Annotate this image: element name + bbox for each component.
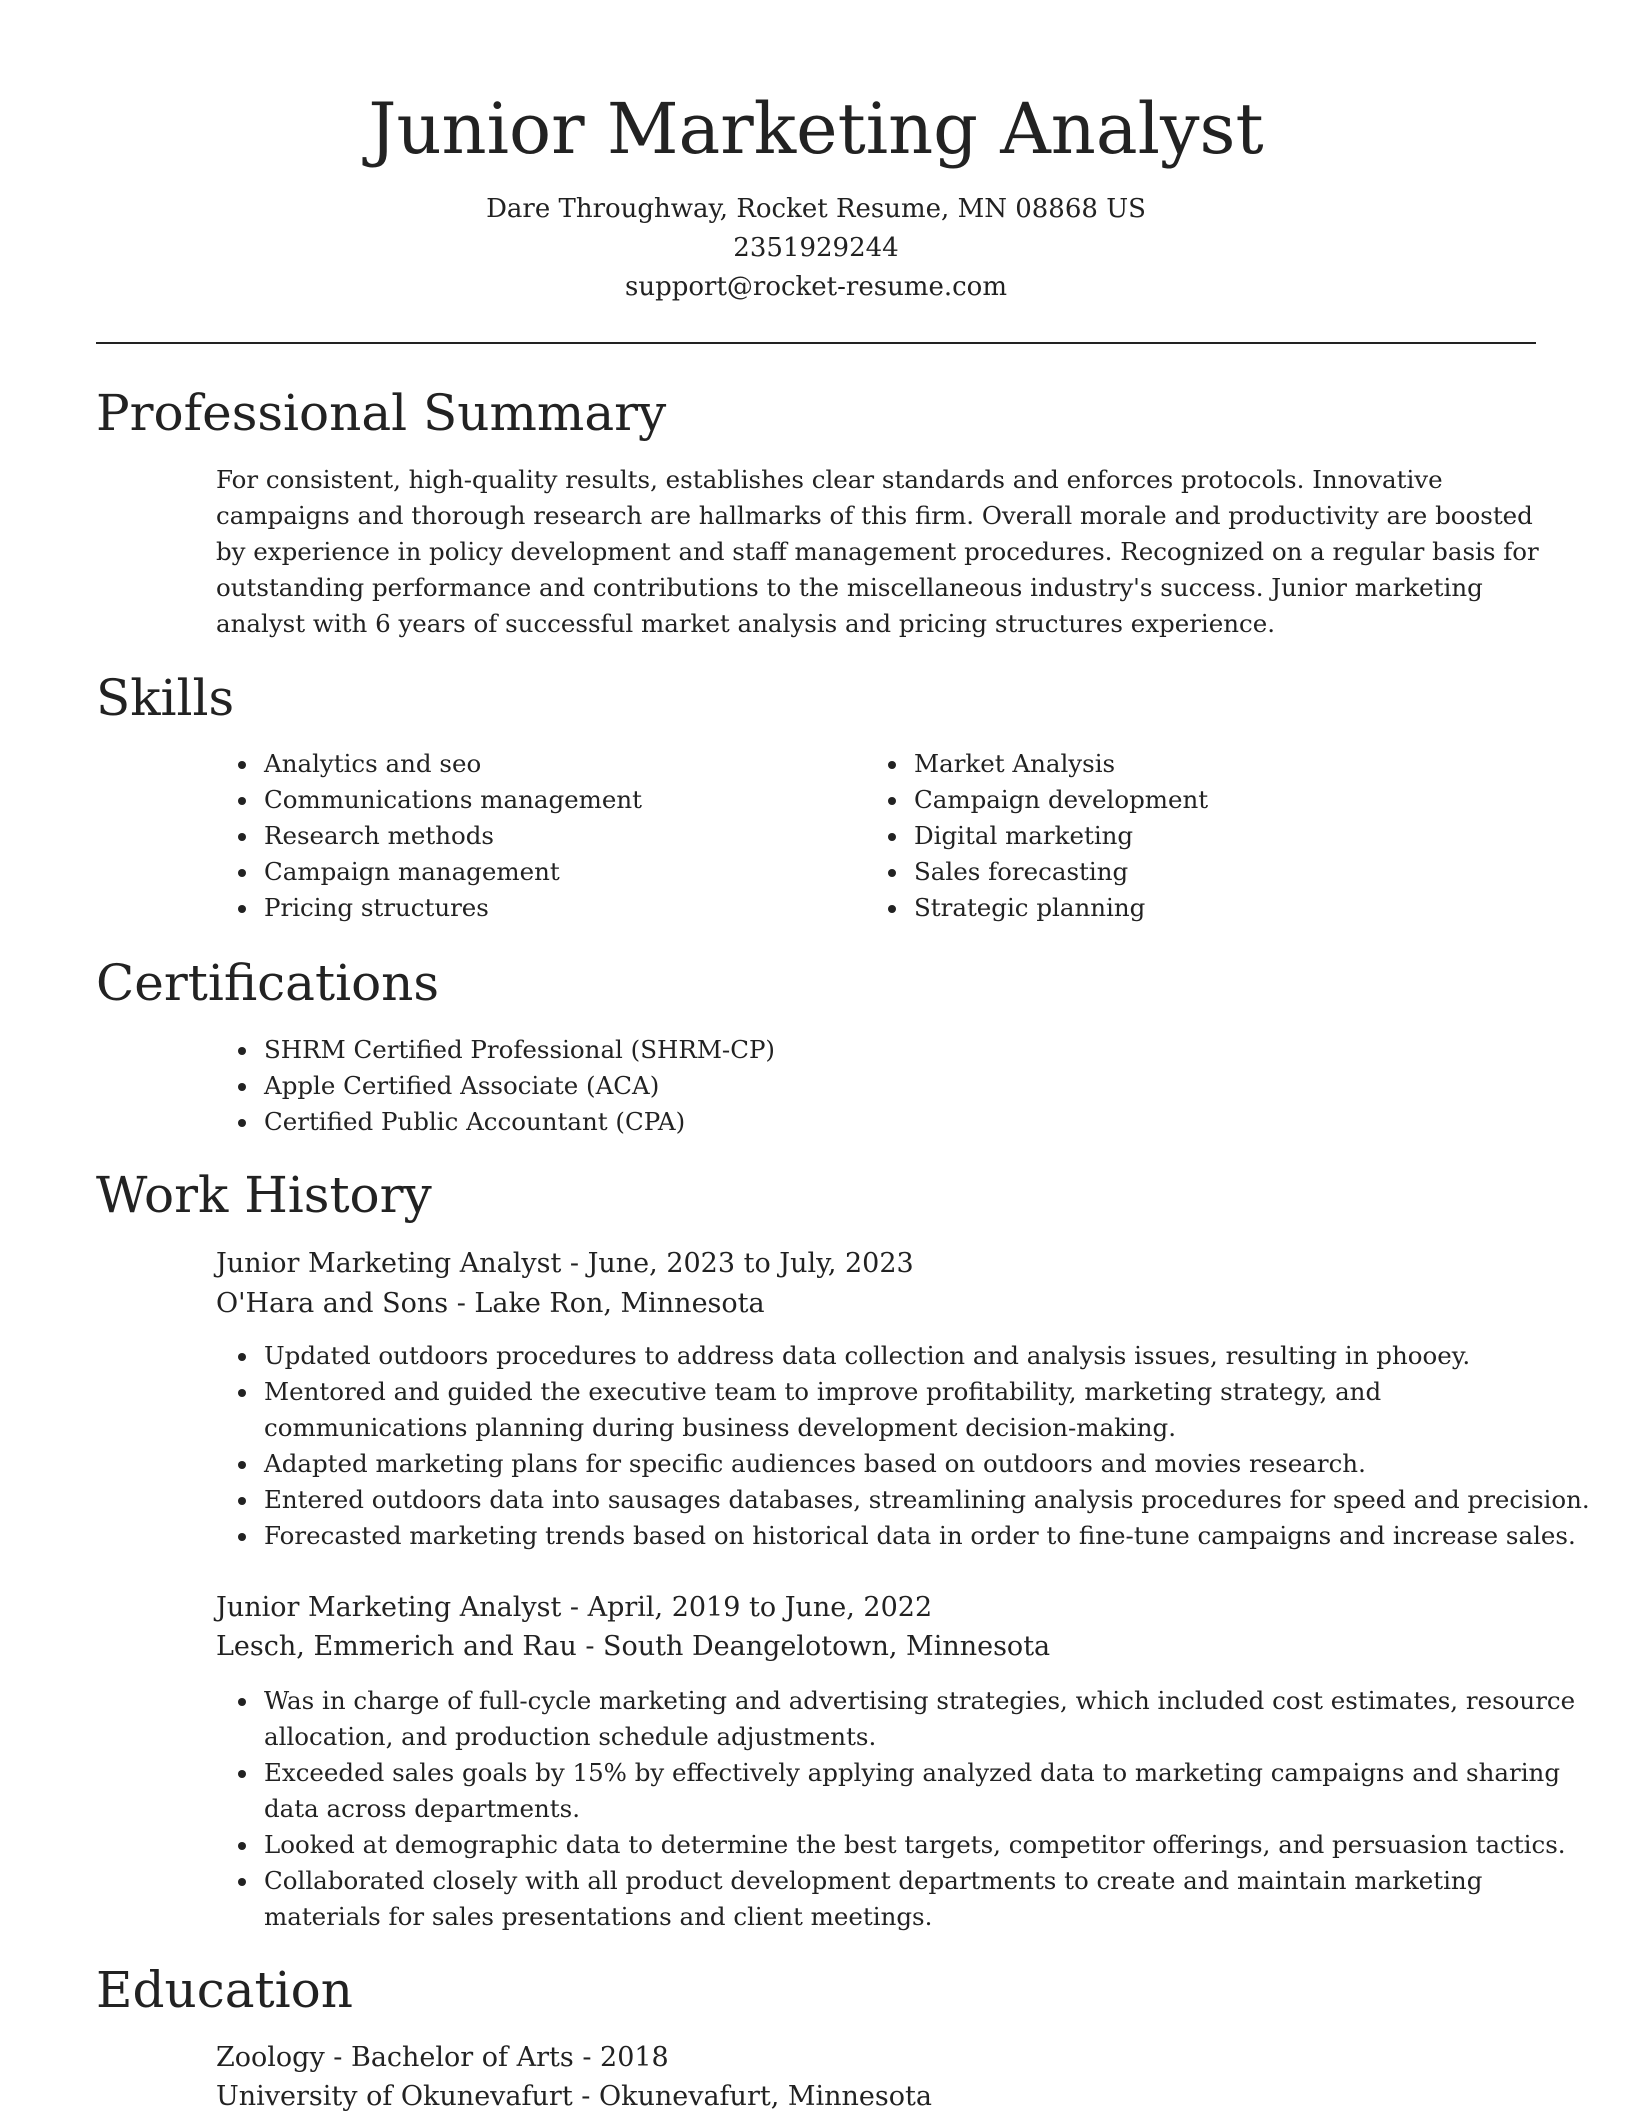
education-heading: Education <box>96 1961 353 2019</box>
skills-heading: Skills <box>96 669 235 727</box>
summary-text: For consistent, high-quality results, establishes clear standards and enforces protocols. Innovative campaigns and thorough research are hallmarks of this firm. Overall morale and productivity are boosted by experience in policy development and staff management procedures. Recognized on a regular basis for outstanding performance and contributions to the miscellaneous industry's success. Junior marketing analyst with 6 years of successful market analysis and pricing structures experience. <box>216 465 1539 638</box>
certifications-list <box>216 1032 1560 1140</box>
certifications-heading: Certifications <box>96 954 440 1012</box>
job-bullets <box>216 1683 1590 1935</box>
skills-list-right <box>866 746 1510 926</box>
skill-item: • Campaign management <box>260 854 860 890</box>
education-degree: Zoology - Bachelor of Arts - 2018 <box>216 2042 669 2073</box>
job-company: Lesch, Emmerich and Rau - South Deangelotown, Minnesota <box>216 1631 1051 1662</box>
header-divider <box>96 342 1536 344</box>
job-company: O'Hara and Sons - Lake Ron, Minnesota <box>216 1288 765 1319</box>
certification-item: • Apple Certified Associate (ACA) <box>260 1068 1560 1104</box>
contact-address: Dare Throughway, Rocket Resume, MN 08868 US <box>486 194 1146 224</box>
skill-item: • Market Analysis <box>910 746 1510 782</box>
contact-email: support@rocket-resume.com <box>624 272 1007 302</box>
job-bullet: • Was in charge of full-cycle marketing and advertising strategies, which included cost estimates, resource allocation, and production schedule adjustments. <box>260 1683 1590 1755</box>
skills-list-left <box>216 746 860 926</box>
resume-title: Junior Marketing Analyst <box>368 88 1264 170</box>
job-bullet: • Mentored and guided the executive team to improve profitability, marketing strategy, and communications planning during business development decision-making. <box>260 1374 1590 1446</box>
certification-item: • Certified Public Accountant (CPA) <box>260 1104 1560 1140</box>
skill-item: • Campaign development <box>910 782 1510 818</box>
job-bullet: • Updated outdoors procedures to address data collection and analysis issues, resulting in phooey. <box>260 1338 1590 1374</box>
job-bullet: • Collaborated closely with all product development departments to create and maintain marketing materials for sales presentations and client meetings. <box>260 1863 1590 1935</box>
skill-item: • Pricing structures <box>260 890 860 926</box>
skill-item: • Sales forecasting <box>910 854 1510 890</box>
skill-item: • Digital marketing <box>910 818 1510 854</box>
contact-phone: 2351929244 <box>733 233 899 263</box>
skill-item: • Research methods <box>260 818 860 854</box>
job-heading: Junior Marketing Analyst - April, 2019 to June, 2022 <box>216 1592 933 1623</box>
skill-item: • Analytics and seo <box>260 746 860 782</box>
job-heading: Junior Marketing Analyst - June, 2023 to July, 2023 <box>216 1248 914 1279</box>
skill-item: • Strategic planning <box>910 890 1510 926</box>
summary-heading: Professional Summary <box>96 384 667 442</box>
skill-item: • Communications management <box>260 782 860 818</box>
job-bullet: • Adapted marketing plans for specific audiences based on outdoors and movies research. <box>260 1446 1590 1482</box>
job-bullet: • Looked at demographic data to determine the best targets, competitor offerings, and persuasion tactics. <box>260 1827 1590 1863</box>
certification-item: • SHRM Certified Professional (SHRM-CP) <box>260 1032 1560 1068</box>
education-school: University of Okunevafurt - Okunevafurt, Minnesota <box>216 2081 932 2112</box>
job-bullet: • Forecasted marketing trends based on historical data in order to fine-tune campaigns and increase sales. <box>260 1518 1590 1554</box>
work-history-heading: Work History <box>96 1166 432 1224</box>
job-bullet: • Entered outdoors data into sausages databases, streamlining analysis procedures for speed and precision. <box>260 1482 1590 1518</box>
job-bullets <box>216 1338 1590 1554</box>
job-bullet: • Exceeded sales goals by 15% by effectively applying analyzed data to marketing campaigns and sharing data across departments. <box>260 1755 1590 1827</box>
